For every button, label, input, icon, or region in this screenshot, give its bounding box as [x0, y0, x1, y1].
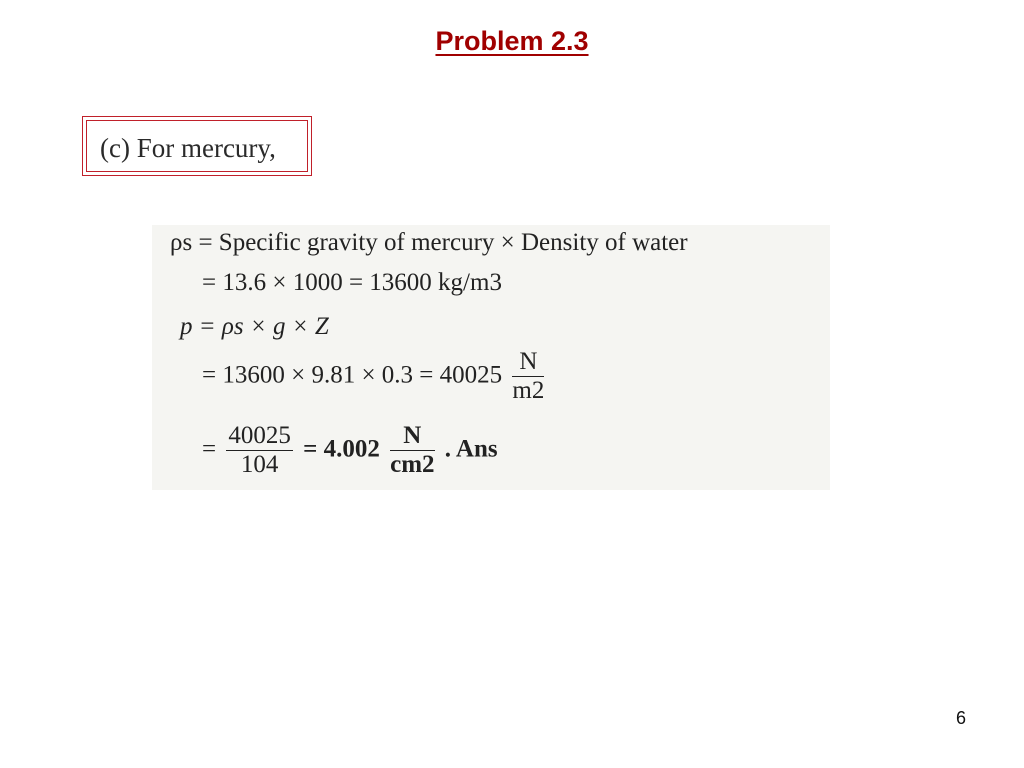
page-number: 6: [955, 708, 966, 728]
fraction-denominator: 104: [240, 451, 279, 479]
section-label: (c) For mercury,: [100, 133, 276, 163]
unit-numerator: N: [512, 349, 544, 377]
equation-line-3: p = ρs × g × Z: [180, 313, 329, 340]
equation-image: [152, 225, 830, 490]
equals-sign: =: [202, 435, 217, 463]
result-value: = 4.002: [303, 435, 380, 463]
fraction-numerator: 40025: [226, 423, 293, 451]
answer-label: . Ans: [444, 435, 498, 463]
unit-denominator: cm2: [390, 451, 435, 479]
unit-denominator: m2: [512, 377, 545, 405]
unit-fraction-n-per-m2: [512, 349, 544, 405]
equation-line-5: [202, 423, 498, 479]
equation-line-1: ρs = Specific gravity of mercury × Density of water: [170, 229, 688, 256]
unit-fraction-n-per-cm2: [390, 423, 434, 479]
value-fraction: [226, 423, 293, 479]
equation-line-4-value: = 13600 × 9.81 × 0.3 = 40025: [202, 361, 503, 389]
unit-numerator: N: [390, 423, 434, 451]
slide-title: Problem 2.3: [435, 26, 589, 56]
equation-line-4: [202, 349, 548, 405]
equation-line-2: = 13.6 × 1000 = 13600 kg/m3: [202, 269, 502, 296]
